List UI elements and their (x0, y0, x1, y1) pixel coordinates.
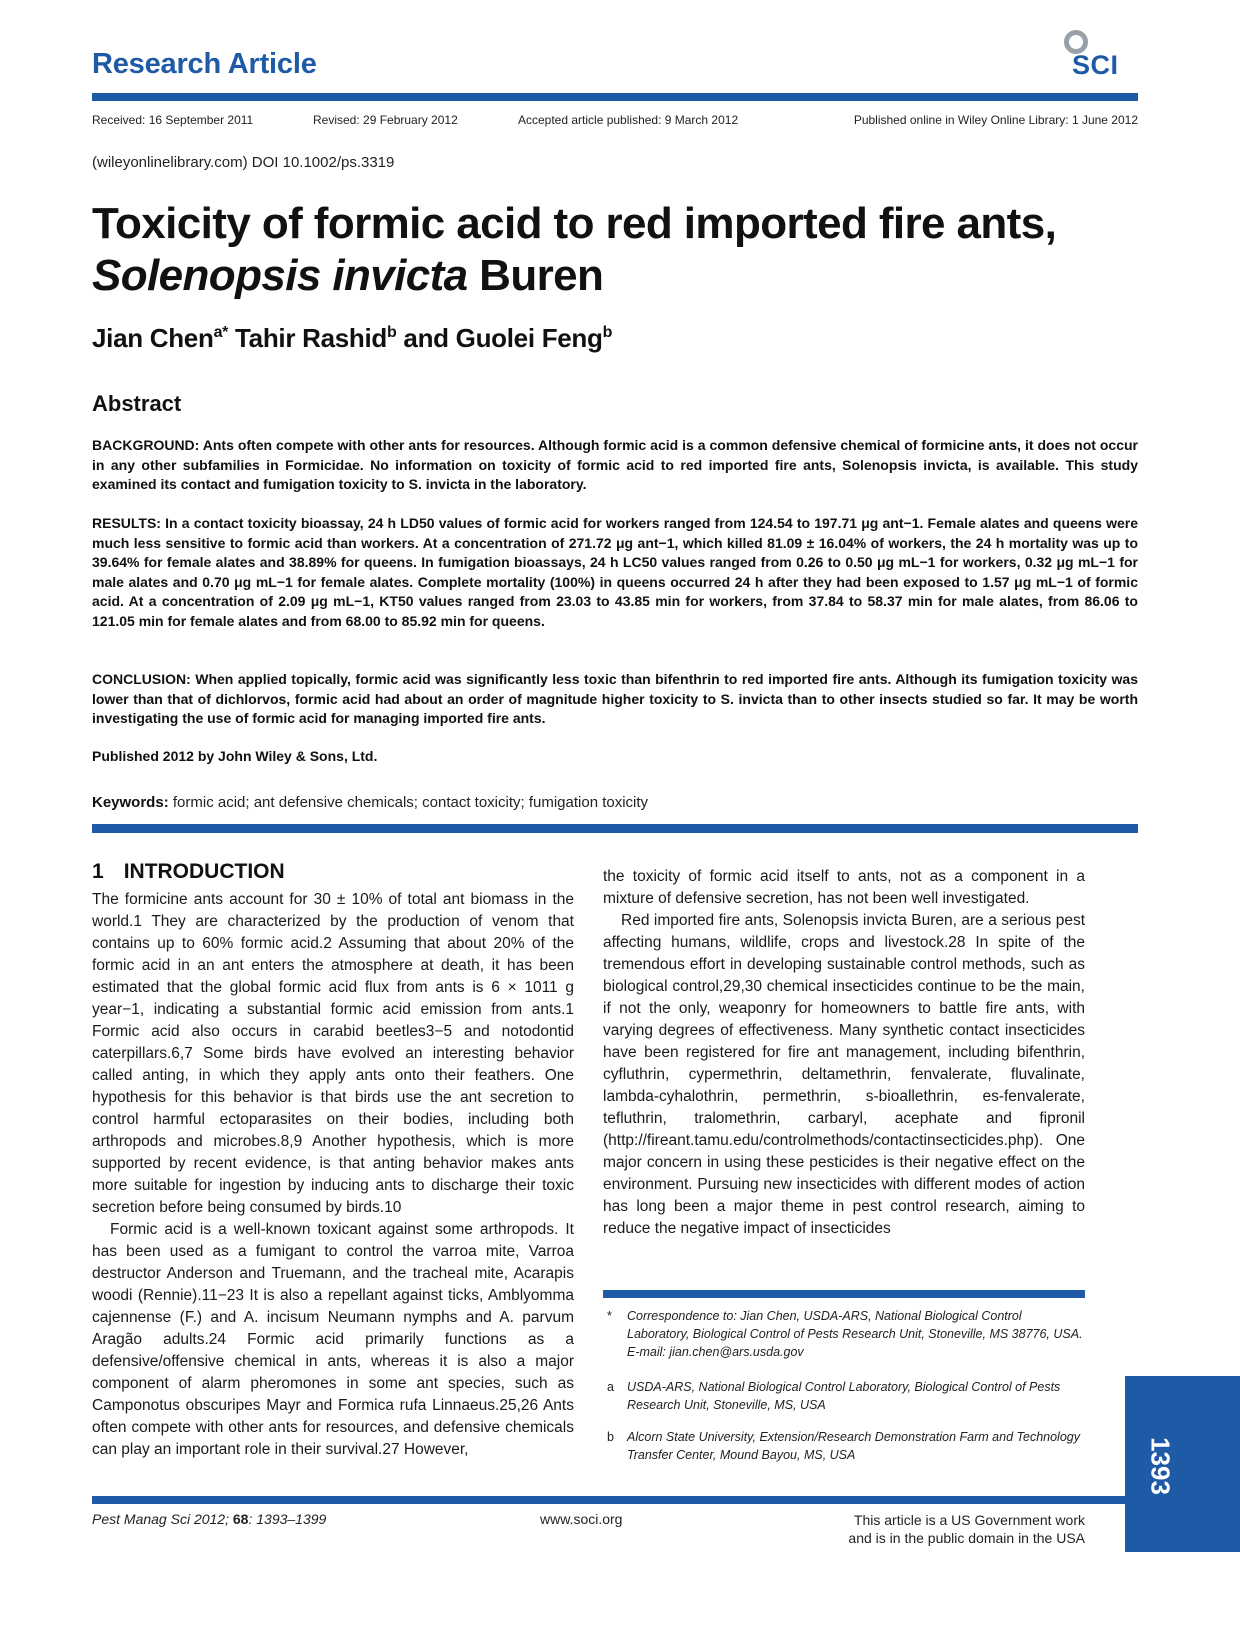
body-column-right (603, 866, 1085, 1240)
keywords-text: formic acid; ant defensive chemicals; contact toxicity; fumigation toxicity (172, 794, 649, 811)
footer-notice-line: This article is a US Government work (853, 1512, 1085, 1528)
abstract-results: RESULTS: In a contact toxicity bioassay, 24 h LD50 values of formic acid for workers ranged from 124.54 to 197.71 μg ant−1. Female alates and queens were much less sensitive to formic acid than workers. At a concentration of 271.72 μg ant−1, which killed 81.09 ± 16.04% of workers, the 24 h mortality was up to 39.64% for female alates and 38.89% for queens. In fumigation bioassays, 24 h LC50 values ranged from 0.26 to 0.50 μg mL−1 for workers, 0.32 μg mL−1 for male alates and 0.70 μg mL−1 for female alates. Complete mortality (100%) in queens occurred 24 h after they had been exposed to 1.57 μg mL−1 of formic acid. At a concentration of 2.09 μg mL−1, KT50 values ranged from 23.03 to 43.85 min for workers, from 37.84 to 58.37 min for male alates, from 86.06 to 121.05 min for female alates and from 68.00 to 85.92 min for queens. (92, 515, 1138, 629)
author-name: Jian Chen (92, 323, 214, 353)
revised-date: Revised: 29 February 2012 (313, 113, 458, 127)
author-name: Tahir Rashid (235, 323, 387, 353)
footer-rule (92, 1496, 1138, 1504)
footer-year: 2012; (190, 1511, 233, 1527)
received-date: Received: 16 September 2011 (92, 113, 254, 127)
title-line-2 (92, 250, 1142, 302)
keywords (92, 794, 648, 811)
intro-paragraph: Red imported fire ants, Solenopsis invicta Buren, are a serious pest affecting humans, wildlife, crops and livestock.28 In spite of the tremendous effort in developing sustainable control methods, such as biological control,29,30 chemical insecticides continue to be the main, if not the only, weaponry for homeowners to battle fire ants, with varying degrees of effectiveness. Many synthetic contact insecticides have been registered for fire ant management, including bifenthrin, cyfluthrin, cypermethrin, deltamethrin, fenvalerate, fluvalinate, lambda-cyhalothrin, permethrin, s-bioallethrin, es-fenvalerate, tefluthrin, tralomethrin, carbaryl, acephate and fipronil (http://fireant.tamu.edu/controlmethods/contactinsecticides.php). One major concern in using these pesticides is their negative effect on the environment. Pursuing new insecticides with different modes of action has long been a major theme in pest control research, aiming to reduce the negative impact of insecticides (603, 912, 1085, 1237)
section-heading-introduction (92, 860, 285, 884)
footnote-affiliation-a (603, 1378, 1085, 1414)
logo-text: SCI (1072, 50, 1119, 80)
title-line-2-rest: Buren (467, 251, 604, 300)
footnote-text: Correspondence to: Jian Chen, USDA-ARS, National Biological Control Laboratory, Biological Control of Pests Research Unit, Stoneville, MS 38776, USA. E-mail: jian.chen@ars.usda.gov (627, 1309, 1083, 1359)
title-line-1: Toxicity of formic acid to red imported fire ants, (92, 199, 1057, 248)
article-title (92, 198, 1142, 302)
abstract-conclusion: CONCLUSION: When applied topically, formic acid was significantly less toxic than bifenthrin to red imported fire ants. Although its fumigation toxicity was lower than that of dichlorvos, formic acid had about an order of magnitude higher toxicity to S. invicta than to other insects studied so far. It may be worth investigating the use of formic acid for managing imported fire ants. (92, 671, 1138, 727)
footer-copyright-notice (848, 1511, 1085, 1547)
footer-journal: Pest Manag Sci (92, 1511, 191, 1527)
title-species: Solenopsis invicta (92, 251, 468, 300)
footnote-mark: a (607, 1380, 614, 1394)
section-number: 1 (92, 860, 104, 883)
article-dates (92, 113, 1138, 129)
author-name: Guolei Feng (455, 323, 603, 353)
footer-volume: 68 (232, 1511, 249, 1527)
footnote-mark: b (607, 1430, 614, 1444)
author-affiliation-mark: a* (213, 324, 229, 341)
footer-notice-line: and is in the public domain in the USA (848, 1530, 1085, 1546)
author-list (92, 323, 612, 354)
footnote-rule (603, 1290, 1085, 1298)
page-number: 1393 (1145, 1437, 1176, 1495)
published-date: Published online in Wiley Online Library: 1 June 2012 (853, 113, 1138, 127)
page-number-tab (1125, 1376, 1240, 1552)
abstract-heading: Abstract (92, 391, 182, 416)
footnote-mark: * (607, 1309, 612, 1323)
footer-citation (92, 1511, 326, 1527)
footnote-text: Alcorn State University, Extension/Research Demonstration Farm and Technology Transfer Center, Mound Bayou, MS, USA (627, 1430, 1080, 1462)
header-rule (92, 93, 1138, 101)
section-title: INTRODUCTION (123, 860, 285, 883)
abstract-published-note: Published 2012 by John Wiley & Sons, Ltd. (92, 748, 378, 764)
author-joiner: and (403, 323, 449, 353)
footnote-affiliation-b (603, 1428, 1085, 1464)
accepted-date: Accepted article published: 9 March 2012 (518, 113, 739, 127)
abstract-background: BACKGROUND: Ants often compete with other ants for resources. Although formic acid is a common defensive chemical of formicine ants, it does not occur in any other subfamilies in Formicidae. No information on toxicity of formic acid to red imported fire ants, Solenopsis invicta, is available. This study examined its contact and fumigation toxicity to S. invicta in the laboratory. (92, 437, 1138, 493)
intro-paragraph: The formicine ants account for 30 ± 10% of total ant biomass in the world.1 They are characterized by the production of venom that contains up to 60% formic acid.2 Assuming that about 20% of the formic acid in an ant enters the atmosphere at death, it has been estimated that the global formic acid flux from ants is 6 × 1011 g year−1, indicating a substantial formic acid emission from ants.1 Formic acid also occurs in carabid beetles3−5 and notodontid caterpillars.6,7 Some birds have evolved an interesting behavior called anting, in which they apply ants onto their feathers. One hypothesis for this behavior is that birds use the ant secretion to control harmful ectoparasites on their bodies, including both arthropods and microbes.8,9 Another hypothesis, which is more supported by recent evidence, is that anting behavior makes ants more suitable for ingestion by inducing ants to discharge their toxic secretion before being consumed by birds.10 (92, 891, 574, 1216)
body-column-left (92, 889, 574, 1461)
doi-line: (wileyonlinelibrary.com) DOI 10.1002/ps.3319 (92, 154, 395, 171)
intro-paragraph: Formic acid is a well-known toxicant against some arthropods. It has been used as a fumigant to control the varroa mite, Varroa destructor Anderson and Truemann, and the tracheal mite, Acarapis woodi (Rennie).11−23 It is also a repellant against ticks, Amblyomma cajennense (F.) and A. incisum Neumann nymphs and A. parvum Aragão adults.24 Formic acid primarily functions as a defensive/offensive chemical in ants, whereas it is also a major component of alarm pheromones in some ant species, such as Camponotus obscuripes Mayr and Formica rufa Linnaeus.25,26 Ants often compete with other ants for resources, and defensive chemicals can play an important role in their survival.27 However, (92, 1221, 574, 1458)
section-rule (92, 824, 1138, 833)
keywords-label: Keywords: (92, 794, 169, 811)
footer-pages: : 1393–1399 (248, 1511, 327, 1527)
footnote-text: USDA-ARS, National Biological Control Laboratory, Biological Control of Pests Research Unit, Stoneville, MS, USA (627, 1380, 1061, 1412)
intro-paragraph: the toxicity of formic acid itself to ants, not as a component in a mixture of defensive secretion, has not been well investigated. (603, 868, 1085, 907)
sci-logo (1062, 30, 1136, 82)
article-type-label: Research Article (92, 48, 317, 80)
author-affiliation-mark: b (602, 324, 613, 341)
footer-website-link[interactable]: www.soci.org (540, 1511, 623, 1527)
footnote-correspondence (603, 1307, 1085, 1361)
author-affiliation-mark: b (386, 324, 397, 341)
